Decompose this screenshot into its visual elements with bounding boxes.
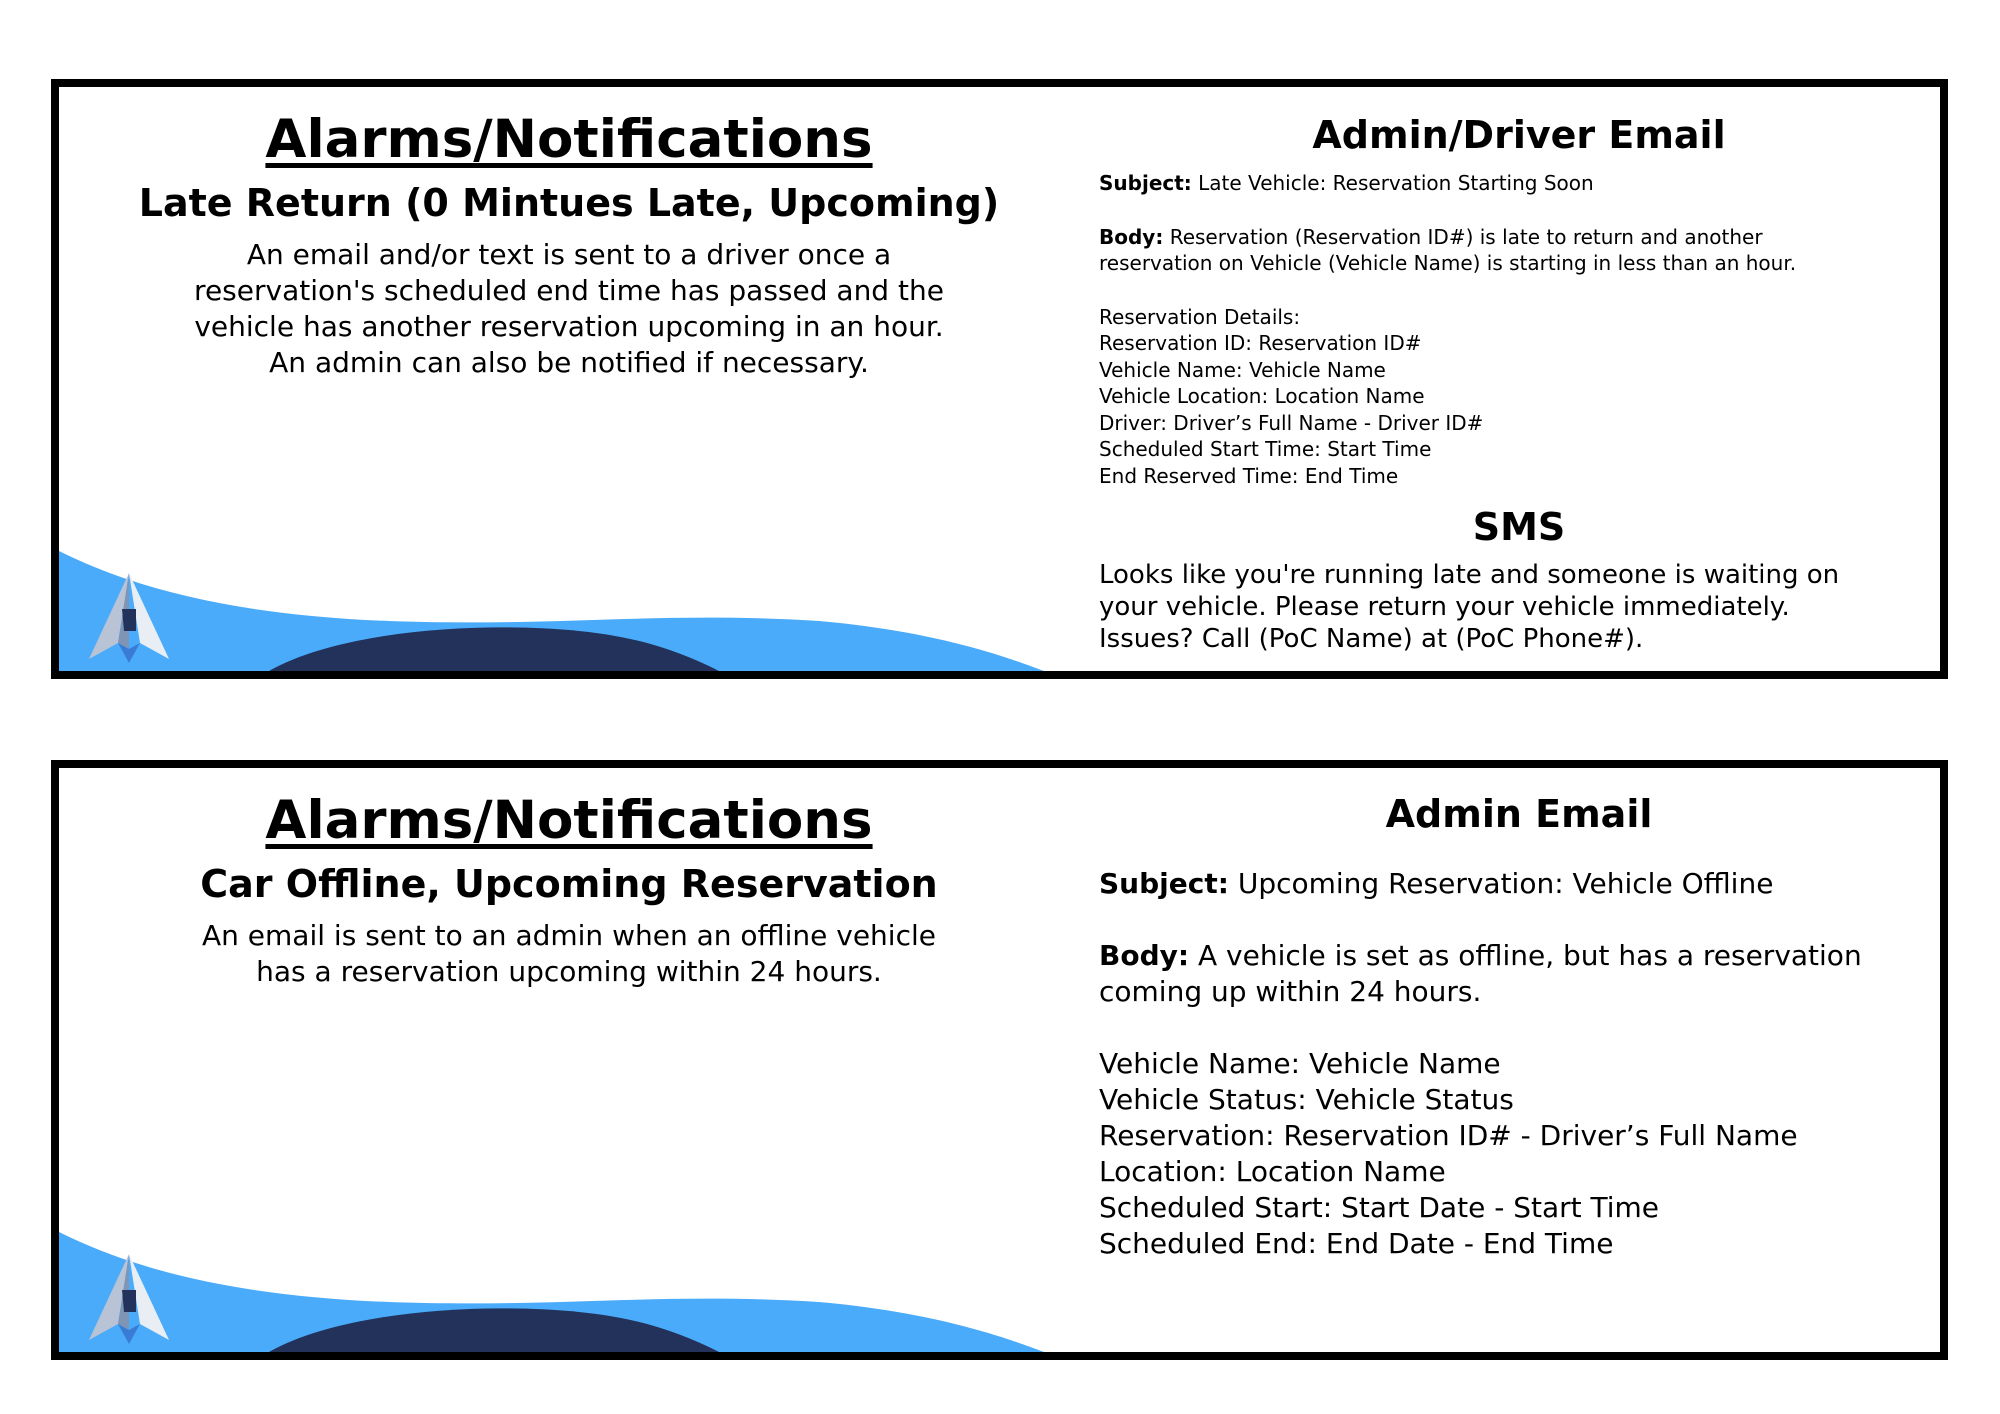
sms-content: Looks like you're running late and someone is waiting on your vehicle. Please return your vehicle immediately. Issues? Call (PoC Name) at (PoC Phone#). [1099,560,1840,654]
detail-line: Driver: Driver’s Full Name - Driver ID# [1099,410,1484,435]
detail-line: End Reserved Time: End Time [1099,463,1399,488]
email-content: Subject: Late Vehicle: Reservation Starting Soon Body: Reservation (Reservation ID#) is late to return and another reservation on Vehicle (Vehicle Name) is starting in less than an hour. Reservation Details: Reservation ID: Reservation ID# Vehicle Name: Vehicle Name Vehicle Location: Location Name Driver: Driver’s Full Name - Driver ID# Scheduled Start Time: Start Time End Reserved Time: End Time [1099,170,1939,489]
page-title: Alarms/Notifications [265,790,873,851]
rocket-logo-icon [86,573,172,663]
email-heading: Admin Email [1385,792,1653,836]
email-body: Body: A vehicle is set as offline, but has a reservation [1099,939,1862,972]
detail-line: Scheduled Start: Start Date - Start Time [1099,1191,1660,1224]
detail-line: Vehicle Name: Vehicle Name [1099,1047,1501,1080]
detail-line: Vehicle Location: Location Name [1099,384,1425,408]
notification-description: An email and/or text is sent to a driver once a reservation's scheduled end time has passed and the vehicle has another reservation upcoming in an hour. An admin can also be notified if necessary. [194,238,944,379]
email-heading: Admin/Driver Email [1312,113,1726,157]
detail-line: Vehicle Name: Vehicle Name [1099,357,1386,382]
notification-card-late-return [51,79,1948,679]
notification-card-car-offline [51,760,1948,1360]
detail-line: Reservation: Reservation ID# - Driver’s Full Name [1099,1119,1798,1152]
email-content: Subject: Upcoming Reservation: Vehicle Offline Body: A vehicle is set as offline, but has a reservation coming up within 24 hours. Vehicle Name: Vehicle Name Vehicle Status: Vehicle Status Reservation: Reservation ID# - Driver’s Full Name Location: Location Name Scheduled Start: Start Date - Start Time Scheduled End: End Date - End Time [1099,866,1939,1262]
decorative-wave [59,1192,1059,1352]
detail-line: Reservation ID: Reservation ID# [1099,331,1422,355]
notification-type-title: Late Return (0 Mintues Late, Upcoming) [138,181,1000,225]
detail-line: Scheduled End: End Date - End Time [1099,1227,1614,1260]
email-subject: Subject: Late Vehicle: Reservation Starting Soon [1099,171,1594,195]
detail-line: Reservation Details: [1099,304,1301,329]
notification-description: An email is sent to an admin when an offline vehicle has a reservation upcoming within 24 hours. [202,919,936,988]
detail-line: Scheduled Start Time: Start Time [1099,437,1432,461]
page-title: Alarms/Notifications [265,109,873,170]
detail-line: Location: Location Name [1099,1155,1446,1188]
email-subject: Subject: Upcoming Reservation: Vehicle Offline [1099,867,1774,900]
decorative-wave [59,511,1059,671]
detail-line: Vehicle Status: Vehicle Status [1099,1083,1514,1116]
sms-heading: SMS [1472,505,1566,549]
notification-type-title: Car Offline, Upcoming Reservation [200,862,938,906]
rocket-logo-icon [86,1254,172,1344]
email-body: Body: Reservation (Reservation ID#) is late to return and another [1099,224,1763,249]
